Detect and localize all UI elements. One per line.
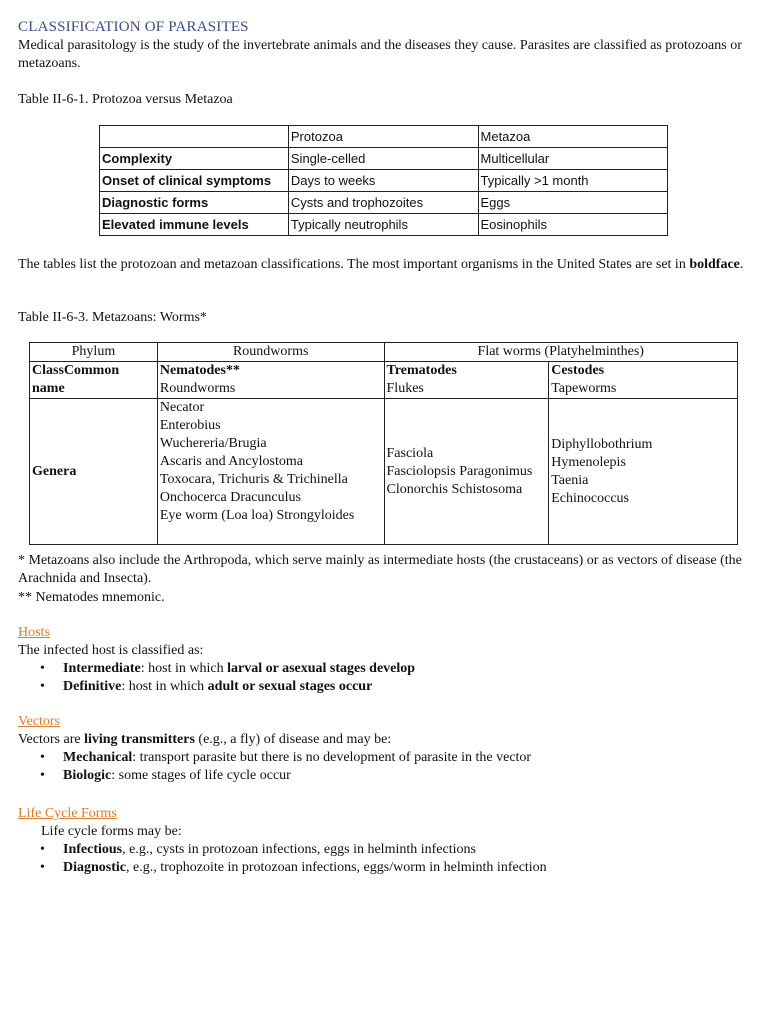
list-item: • Definitive: host in which adult or sexual stages occur (18, 678, 748, 696)
table-cell: Complexity (100, 148, 289, 170)
nematodes-cell: Nematodes** Roundworms (157, 362, 384, 399)
hosts-list (18, 660, 748, 696)
list-item: Hymenolepis (551, 454, 626, 470)
list-item: Ascaris and Ancylostoma (159, 454, 303, 469)
table-cell: Typically >1 month (478, 170, 667, 192)
vectors-intro: Vectors are living transmitters (e.g., a fly) of disease and may be: (18, 732, 392, 747)
table-cell: Metazoa (478, 126, 667, 148)
table-cell: Typically neutrophils (288, 214, 478, 236)
table2-caption: Table II-6-3. Metazoans: Worms* (18, 310, 207, 325)
table-cell: Elevated immune levels (100, 214, 289, 236)
trematode-genera-cell (384, 399, 549, 545)
table-row (30, 362, 738, 399)
list-item: Enterobius (159, 418, 221, 433)
vectors-heading: Vectors (18, 714, 60, 729)
lifecycle-heading: Life Cycle Forms (18, 806, 117, 821)
footnote-mnemonic: ** Nematodes mnemonic. (18, 590, 165, 605)
list-item: Fasciola (386, 445, 434, 461)
table-row (100, 192, 668, 214)
protozoa-metazoa-table (99, 125, 668, 236)
list-item: Onchocerca Dracunculus (159, 490, 301, 505)
table-cell: Diagnostic forms (100, 192, 289, 214)
list-item: • Infectious, e.g., cysts in protozoan infections, eggs in helminth infections (18, 841, 748, 859)
table-cell: Onset of clinical symptoms (100, 170, 289, 192)
list-item: Fasciolopsis Paragonimus (386, 463, 533, 479)
cestode-genera-cell (549, 399, 738, 545)
table-cell: Days to weeks (288, 170, 478, 192)
footnote-arthropoda: * Metazoans also include the Arthropoda, which serve mainly as intermediate hosts (the crustaceans) or as vectors of disease (the Arachnida and Insecta). (18, 553, 742, 586)
trematodes-cell: Trematodes Flukes (384, 362, 549, 399)
classification-paragraph: The tables list the protozoan and metazoan classifications. The most important organisms in the United States are set in boldface. (18, 257, 744, 272)
list-item: Clonorchis Schistosoma (386, 481, 523, 497)
list-item: Diphyllobothrium (551, 436, 653, 452)
table-cell: Cysts and trophozoites (288, 192, 478, 214)
table-row (100, 148, 668, 170)
cestodes-cell: Cestodes Tapeworms (549, 362, 738, 399)
table-cell: Protozoa (288, 126, 478, 148)
lifecycle-intro: Life cycle forms may be: (41, 824, 182, 839)
page-title: CLASSIFICATION OF PARASITES (18, 19, 249, 35)
class-label: ClassCommon name (30, 362, 158, 399)
table1-caption: Table II-6-1. Protozoa versus Metazoa (18, 92, 233, 107)
table-header-row (30, 343, 738, 362)
nematode-genera-cell (157, 399, 384, 545)
table-cell: Single-celled (288, 148, 478, 170)
table-row (100, 214, 668, 236)
table-row (30, 399, 738, 545)
list-item: Wuchereria/Brugia (159, 436, 267, 451)
list-item: • Diagnostic, e.g., trophozoite in protozoan infections, eggs/worm in helminth infection (18, 859, 748, 877)
list-item: Necator (159, 400, 205, 415)
roundworms-header: Roundworms (157, 343, 384, 362)
list-item: Echinococcus (551, 490, 629, 506)
table-cell: Multicellular (478, 148, 667, 170)
phylum-header: Phylum (30, 343, 158, 362)
list-item: • Mechanical: transport parasite but there is no development of parasite in the vector (18, 749, 748, 767)
vectors-list (18, 749, 748, 785)
table-cell: Eosinophils (478, 214, 667, 236)
intro-paragraph: Medical parasitology is the study of the invertebrate animals and the diseases they cause. Parasites are classified as protozoans or metazoans. (18, 38, 742, 71)
hosts-heading: Hosts (18, 625, 50, 640)
metazoan-worms-table (29, 342, 738, 545)
list-item: • Biologic: some stages of life cycle occur (18, 767, 748, 785)
list-item: Toxocara, Trichuris & Trichinella (159, 472, 348, 487)
table-row (100, 170, 668, 192)
list-item: Eye worm (Loa loa) Strongyloides (159, 508, 355, 523)
table-header-row (100, 126, 668, 148)
genera-label: Genera (30, 399, 158, 545)
flatworms-header: Flat worms (Platyhelminthes) (384, 343, 737, 362)
table-cell: Eggs (478, 192, 667, 214)
table-cell (100, 126, 289, 148)
list-item: Taenia (551, 472, 589, 488)
hosts-intro: The infected host is classified as: (18, 643, 204, 658)
list-item: • Intermediate: host in which larval or asexual stages develop (18, 660, 748, 678)
lifecycle-list (18, 841, 748, 877)
